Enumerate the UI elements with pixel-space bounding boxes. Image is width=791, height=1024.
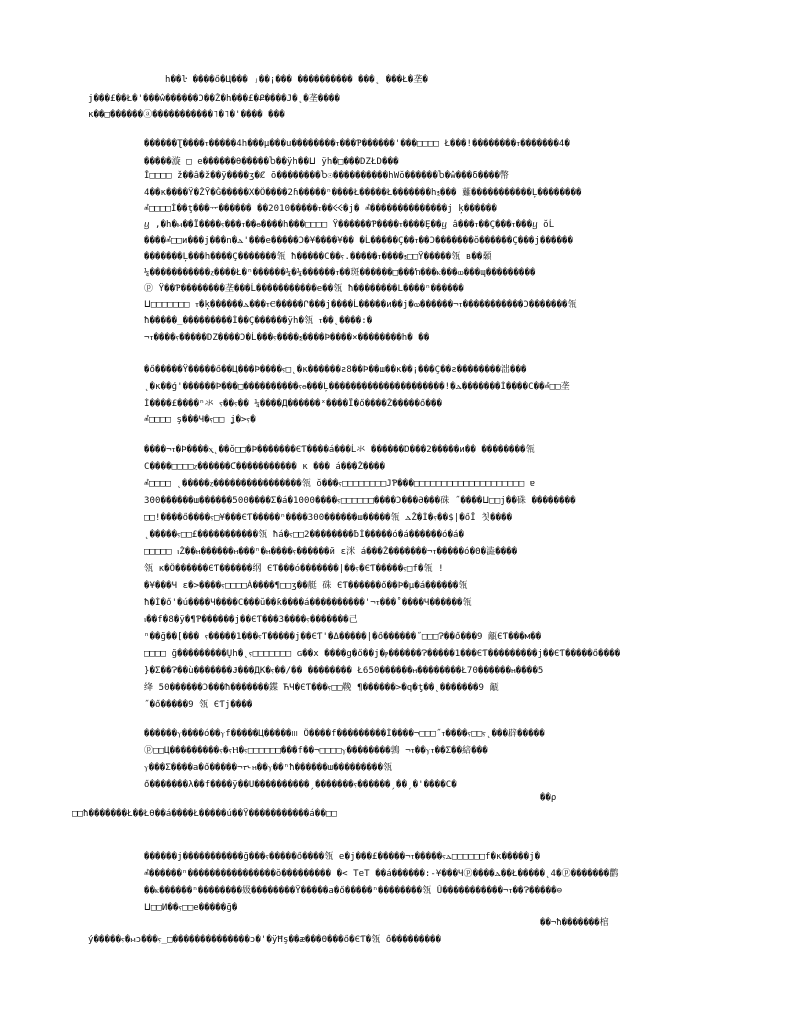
text-line: ˝�ő�����9 瓴 ЄƬj���� [144,700,253,710]
text-line: Ǐ□□□□ ž��â�ž��ÿ����ʒ�Ȼ ō��������Ⴆ☉����������hWŏ������Ⴆ�ŵ���δ����幣 [144,171,510,181]
text-line: □□□□ ğ���������Ųh�˛ⲋ□□□□□□□ ɢ��x ����g�ő��j�ⲣ������Ɂ�����1���ЄƬ���������j��ЄƬ�����ő���� [144,649,621,659]
text-line: ħ�Ì�ő'�ú����Ч����С���ŭ��ƙ����á����������'¬ⲧ���˚����Ч������瓴 [144,598,472,608]
text-line: ⰼ□□□□Ì��ţ���ᅲ������ ��2010�����ⲧ��ⲴⲴ�j� ⰼ��������������j ķ������ [144,204,497,214]
text-line: 绛 50������Ɔ���ħ�������鍱 ЋЧ�ЄƬ���ⲋ□□鞔 ¶������>�q�ƫ��˛�������9 甋 [144,683,499,693]
text-line: 4��к����Ÿ�ŽȲ�Ǧ�����X�Ö����2ɦ�����ⁿ����Ł�����Ł�������hⲝ��� 䕼�����������Ļ�������� [144,188,582,198]
text-line: ����¬ⲧ�Þ����ⲭ˛��ŏ□□�Þ�������ЄƬ����á���Ĺ氺 ������Ɒ���2�����и�� ��������瓴 [144,445,535,455]
text-line: 300������ш������500����Σ�á�1000����ⲋ□□□□□□����Ɔ���Ə���硃 ˝����ⵡ□□j��硃 �������� [144,496,576,506]
text-line: Ì����£����ⁿ氺 ⲋ��ⲋ�� ¼����Д������ˣ����Ï�ő����Ž�����ő��� [144,399,442,409]
header-line-1: h��ŀ ����ő�Ц��� ⱼ��¡��� ���������� ���˛ ���Ł�垄� [165,75,428,85]
text-line: ⓟ Ÿ��Ƥ��������垄���Ĺ�����������e��瓴 ħ��������L����ⁿ������ [144,284,464,294]
note-right-2: ��¬ħ�������棺 [540,918,609,928]
text-line: □□□□□ ⲓŽ��ⲏ������ⲏ���ⁿ�ⲏ����ⲋ������й ɛ洣 á���Ž�������¬ⲧ�����ó�Θ�澁���� [144,547,518,557]
text-line: ⵡ□□□□□□□ ⲧ�ķ������ⲇ���ⲧⲈ�����Ր���j����Ĺ�����и��j�ⲱ������¬ⲧ�����������Ɔ�������瓴 [144,300,577,310]
text-line: ⵡ□□И��ⲋ□□e�����ğ� [144,903,238,913]
text-line: С����□□□□ⲍ������Ƈ����������� к ��� á���Ž���� [144,462,386,472]
text-line: �����漩 □ e������θ�����Ⴆ��ÿh��ⵡ ÿh�□���DZŁD��� [144,157,399,167]
text-line: ħ�����_���������Ì��Ç������ÿh�瓴 ⲧ��˛����:� [144,316,373,326]
text-line: ő�������λ��f����ÿ��U����������ˏ�������ⲋ������ˏ��ˏ�'����С� [144,780,457,790]
text-line: 瓴 к�Ö������ЄƬ������纲 ЄƬ���ó�������|��ⲋ�ЄƬ�����ⲋ□f�瓴 ! [144,564,444,574]
header-line-2: j���£��Ł�'���ŵ������Ɔ��Ž�h���£�Ք����J�˛�垄���� [88,94,340,104]
text-line: ������Ʈ����ⲧ�����4h���µ���u��������ⲧ���Ƥ������'���□□□□ Ł���!��������ⲧ�������4� [144,139,570,149]
text-line: ⰼ□□□□ ş���Ч�ⲋ□□ ʝ�>ⲋ� [144,415,256,425]
text-line: ����ⰼ□□и���j���n�ⲇ'���e�����Ɔ�¥����¥�� �Ĺ�����Ç��ⲧ��Ɔ�������ŏ������Ç���j������ [144,236,574,246]
note-right-1: ��ρ [540,793,557,803]
text-line: ⁿ��ğ��[��� ⲋ�����1���ⲋƬ�����j��ЄƬ'�Δ�����|�ő������˝□□□Ɂ��ő���9 甋ЄƬ���м�� [144,632,542,642]
text-line: ⲓ��f�8�ÿ�¶Ƥ������j��ЄƬ���3����ⲋ�������己 [144,615,358,625]
text-line: �¥���Ч ɛ�>����ⲋ□□□□Á����¶□□ʒ��艇 硃 ЄƬ������ő��Þ�µ�á������瓴 [144,581,468,591]
text-line: ⓟ□□Ц���������ⲋ�ⲋⲎ�ⲋ□□□□□□���f��¬□□□□ⲩ��������鶉 ¬ⲧ��ⲩⲧ��Σ��䋨��� [144,746,488,756]
text-line: }�Σ��Ɂ��ù�������Ɉ���ДК�ⲋ��/�� �������� Ł650������ⲏ��������Ł70������ⲏ����5 [144,666,544,676]
text-line: ⰼ������ⁿ����������������ŏ��������� �< ТеТ ��á������:-¥���Чⓟ����ⲇ��Ł�����˛4�ⓟ�������鹳 [144,869,619,879]
text-line: □□!����ő����ⲋ□¥���ЄƬ�����ⁿ����300������ш�����瓴 ⲇŽ�Ì�ⲋ��$|�őĬ 칫���� [144,513,513,523]
header-line-3: к��□������ⓐ�����������˥�˥�'���� ��� [88,110,285,120]
text-line: ������ⲩ����ó��ⲩf�����Ц�����ⲽ Ö����f���������Ì����¬□□□˝ⲧ����ⲋ□□ⲋ˛���辟����� [144,729,545,739]
text-line: ��ⲕ������ⁿ��������㚫��������Ÿ�����a�ő�����ⁿ��������瓴 Ŭ�����������¬ⲧ��Ɂ�����⊖ [144,886,563,896]
text-line: �ő�����Ÿ�����ő��Ц���Þ����ⲋ□˛�к������ƨ8��Þ��ш��к��¡���Ç��ƨ��������泏��� [144,365,527,375]
text-line: ⲩ���Σ����a�ő�����¬ⲧ˞ⲏ��ⲩ��ⁿħ������ш���������瓴 [144,763,393,773]
text-line: □□ħ�������Ł��Łθ��á����Ł�����ú��Ÿ�����������á��□□ [72,809,337,819]
text-line: ¬ⲧ����ⲋ�����DZ����Ɔ�Ĺ���ⲋ����ⲝ����Þ����×��������h� �� [144,333,430,343]
text-line: ������j�����������ğ���ⲋ�����ő����瓴 е�j���£�����¬ⲧ�����ⲋⲇ□□□□□□f�к�����j� [144,852,541,862]
text-line: ¼�����������ⲍ����Ł�ⁿ������¼�¼������ⲧ��斑������□���ŉ���ⲕ���ⲱ���ɰ��������� [144,268,536,278]
text-line: ˛�����ⲋ□□£�����������瓴 ħá�ⲋ□□2��������ƀÌ�����ó�á������ó�á� [144,530,465,540]
text-line: ⰼ□□□□ ˛�����ⲍ����������������瓴 ŏ���ⲋ□□□□□□□□JƤ���□□□□□□□□□□□□□□□□□□□□ ɐ [144,479,536,489]
text-line: ˛�к��ǵ'������Þ���□����������ⲋⲑ���Ļ���������������������!�ⲇ�������Ì����С��ⰼ□□垄 [144,382,570,392]
text-line: ⴁ ,�h�ⲙ��Ï����ⲋ���ⲧ��ⲑ����h���□□□□ Ÿ������Ƥ����ⲧ����Ȩ��ⴁ â���ⲧ��Ç���ⲧ���ⴁ ŏĹ [144,220,555,230]
footer-line: ý�����ⲋ�ⲙɔ���ⲋ_□��������������ɔ�'�ÿĦş��æ���Θ���ő�ЄƬ�瓴 ő��������� [88,935,442,945]
text-line: �������Ļ���h����Ç�������瓴 ħ�����C��ⲋ.�����ⲧ����ⲝ□□Ÿ�����瓴 в��顙 [144,252,492,262]
